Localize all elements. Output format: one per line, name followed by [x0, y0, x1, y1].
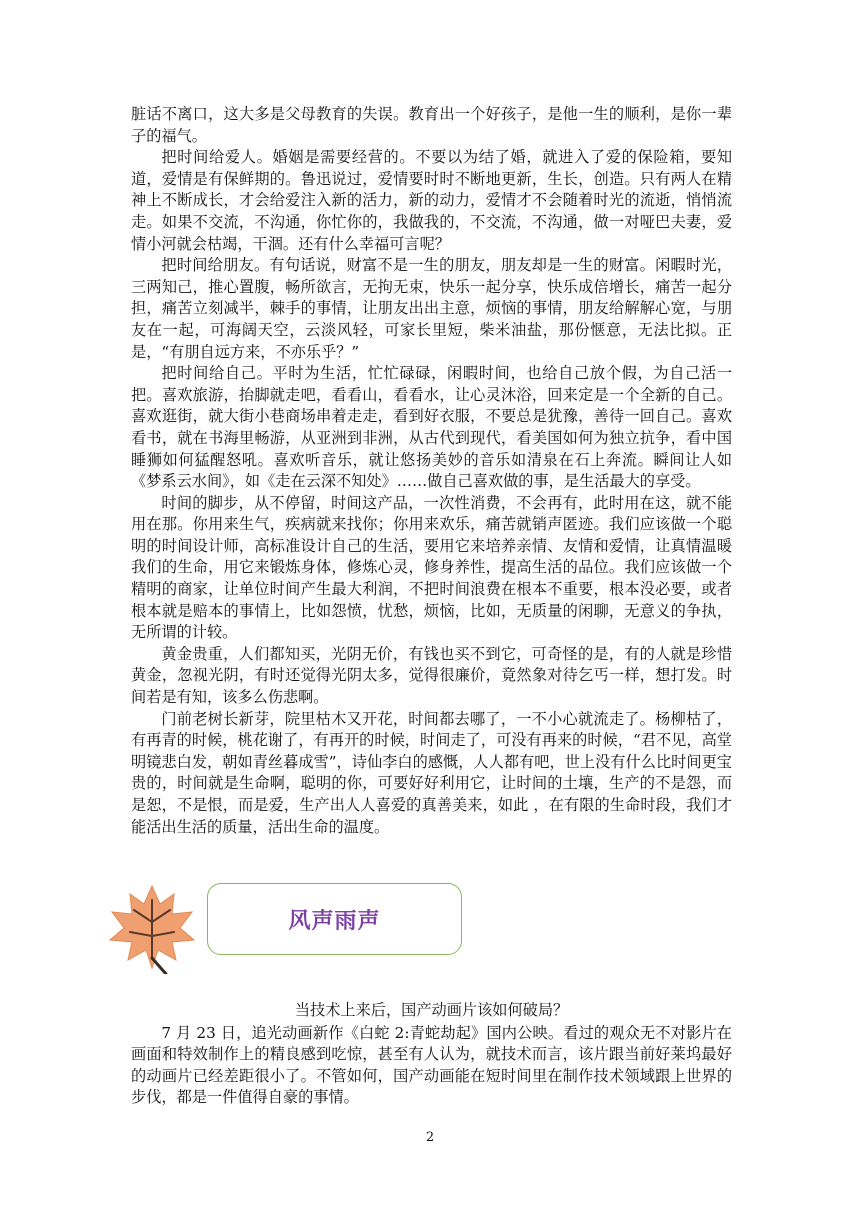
- paragraph: 时间的脚步，从不停留，时间这产品，一次性消费，不会再有，此时用在这，就不能用在那。你用来生气，疾病就来找你；你用来欢乐，痛苦就销声匿迹。我们应该做一个聪明的时间设计师，高标准设计自己的生活，要用它来培养亲情、友情和爱情，让真情温暖我们的生命，用它来锻炼身体，修炼心灵，修身养性，提高生活的品位。我们应该做一个精明的商家，让单位时间产生最大利润，不把时间浪费在根本不重要，根本没必要，或者根本就是赔本的事情上，比如怨愤，忧愁，烦恼，比如，无质量的闲聊，无意义的争执，无所谓的计较。: [131, 493, 732, 642]
- article: [131, 1000, 732, 1109]
- article-headline: 当技术上来后，国产动画片该如何破局？: [294, 1001, 569, 1019]
- maple-leaf-icon: [104, 878, 200, 974]
- section-title: 风声雨声: [288, 908, 381, 934]
- article-paragraph: 7 月 23 日，追光动画新作《白蛇 2:青蛇劫起》国内公映。看过的观众无不对影片在画面和特效制作上的精良感到吃惊，甚至有人认为，就技术而言，该片跟当前好莱坞最好的动画片已经差距很小了。不管如何，国产动画能在短时间里在制作技术领域跟上世界的步伐，都是一件值得自豪的事情。: [131, 1023, 732, 1107]
- paragraph: 脏话不离口，这大多是父母教育的失误。教育出一个好孩子，是他一生的顺利，是你一辈子的福气。: [131, 105, 732, 145]
- paragraph: 黄金贵重，人们都知买，光阴无价，有钱也买不到它，可奇怪的是，有的人就是珍惜黄金，忽视光阴，有时还觉得光阴太多，觉得很廉价，竟然象对待乞丐一样，想打发。时间若是有知，该多么伤悲啊。: [131, 644, 732, 707]
- paragraph: 门前老树长新芽，院里枯木又开花，时间都去哪了，一不小心就流走了。杨柳枯了，有再青的时候，桃花谢了，有再开的时候，时间走了，可没有再来的时候，“君不见，高堂明镜悲白发，朝如青丝暮成雪”，诗仙李白的感慨，人人都有吧，世上没有什么比时间更宝贵的，时间就是生命啊，聪明的你，可要好好利用它，让时间的土壤，生产的不是怨，而是恕，不是恨，而是爱，生产出人人喜爱的真善美来，如此 ，在有限的生命时段，我们才能活出生活的质量，活出生命的温度。: [131, 709, 732, 836]
- page-number: 2: [425, 1130, 435, 1145]
- paragraph: 把时间给朋友。有句话说，财富不是一生的朋友，朋友却是一生的财富。闲暇时光，三两知己，推心置腹，畅所欲言，无拘无束，快乐一起分享，快乐成倍增长，痛苦一起分担，痛苦立刻减半，棘手的事情，让朋友出出主意，烦恼的事情，朋友给解解心宽，与朋友在一起，可海阔天空，云淡风轻，可家长里短，柴米油盐，那份惬意，无法比拟。正是，“有朋自远方来，不亦乐乎？”: [131, 256, 732, 361]
- essay-body: [131, 104, 732, 838]
- paragraph: 把时间给自己。平时为生活，忙忙碌碌，闲暇时间，也给自己放个假，为自己活一把。喜欢旅游，抬脚就走吧，看看山，看看水，让心灵沐浴，回来定是一个全新的自己。喜欢逛街，就大街小巷商场串着走走，看到好衣服，不要总是犹豫，善待一回自己。喜欢看书，就在书海里畅游，从亚洲到非洲，从古代到现代，看美国如何为独立抗争，看中国睡狮如何猛醒怒吼。喜欢听音乐，就让悠扬美妙的音乐如清泉在石上奔流。瞬间让人如《梦系云水间》，如《走在云深不知处》……做自己喜欢做的事，是生活最大的享受。: [131, 364, 732, 491]
- section-title-box: [207, 883, 462, 955]
- paragraph: 把时间给爱人。婚姻是需要经营的。不要以为结了婚，就进入了爱的保险箱，要知道，爱情是有保鲜期的。鲁迅说过，爱情要时时不断地更新，生长，创造。只有两人在精神上不断成长，才会给爱注入新的活力，新的动力，爱情才不会随着时光的流逝，悄悄流走。如果不交流，不沟通，你忙你的，我做我的，不交流，不沟通，做一对哑巴夫妻，爱情小河就会枯竭，干涸。还有什么幸福可言呢？: [131, 148, 732, 253]
